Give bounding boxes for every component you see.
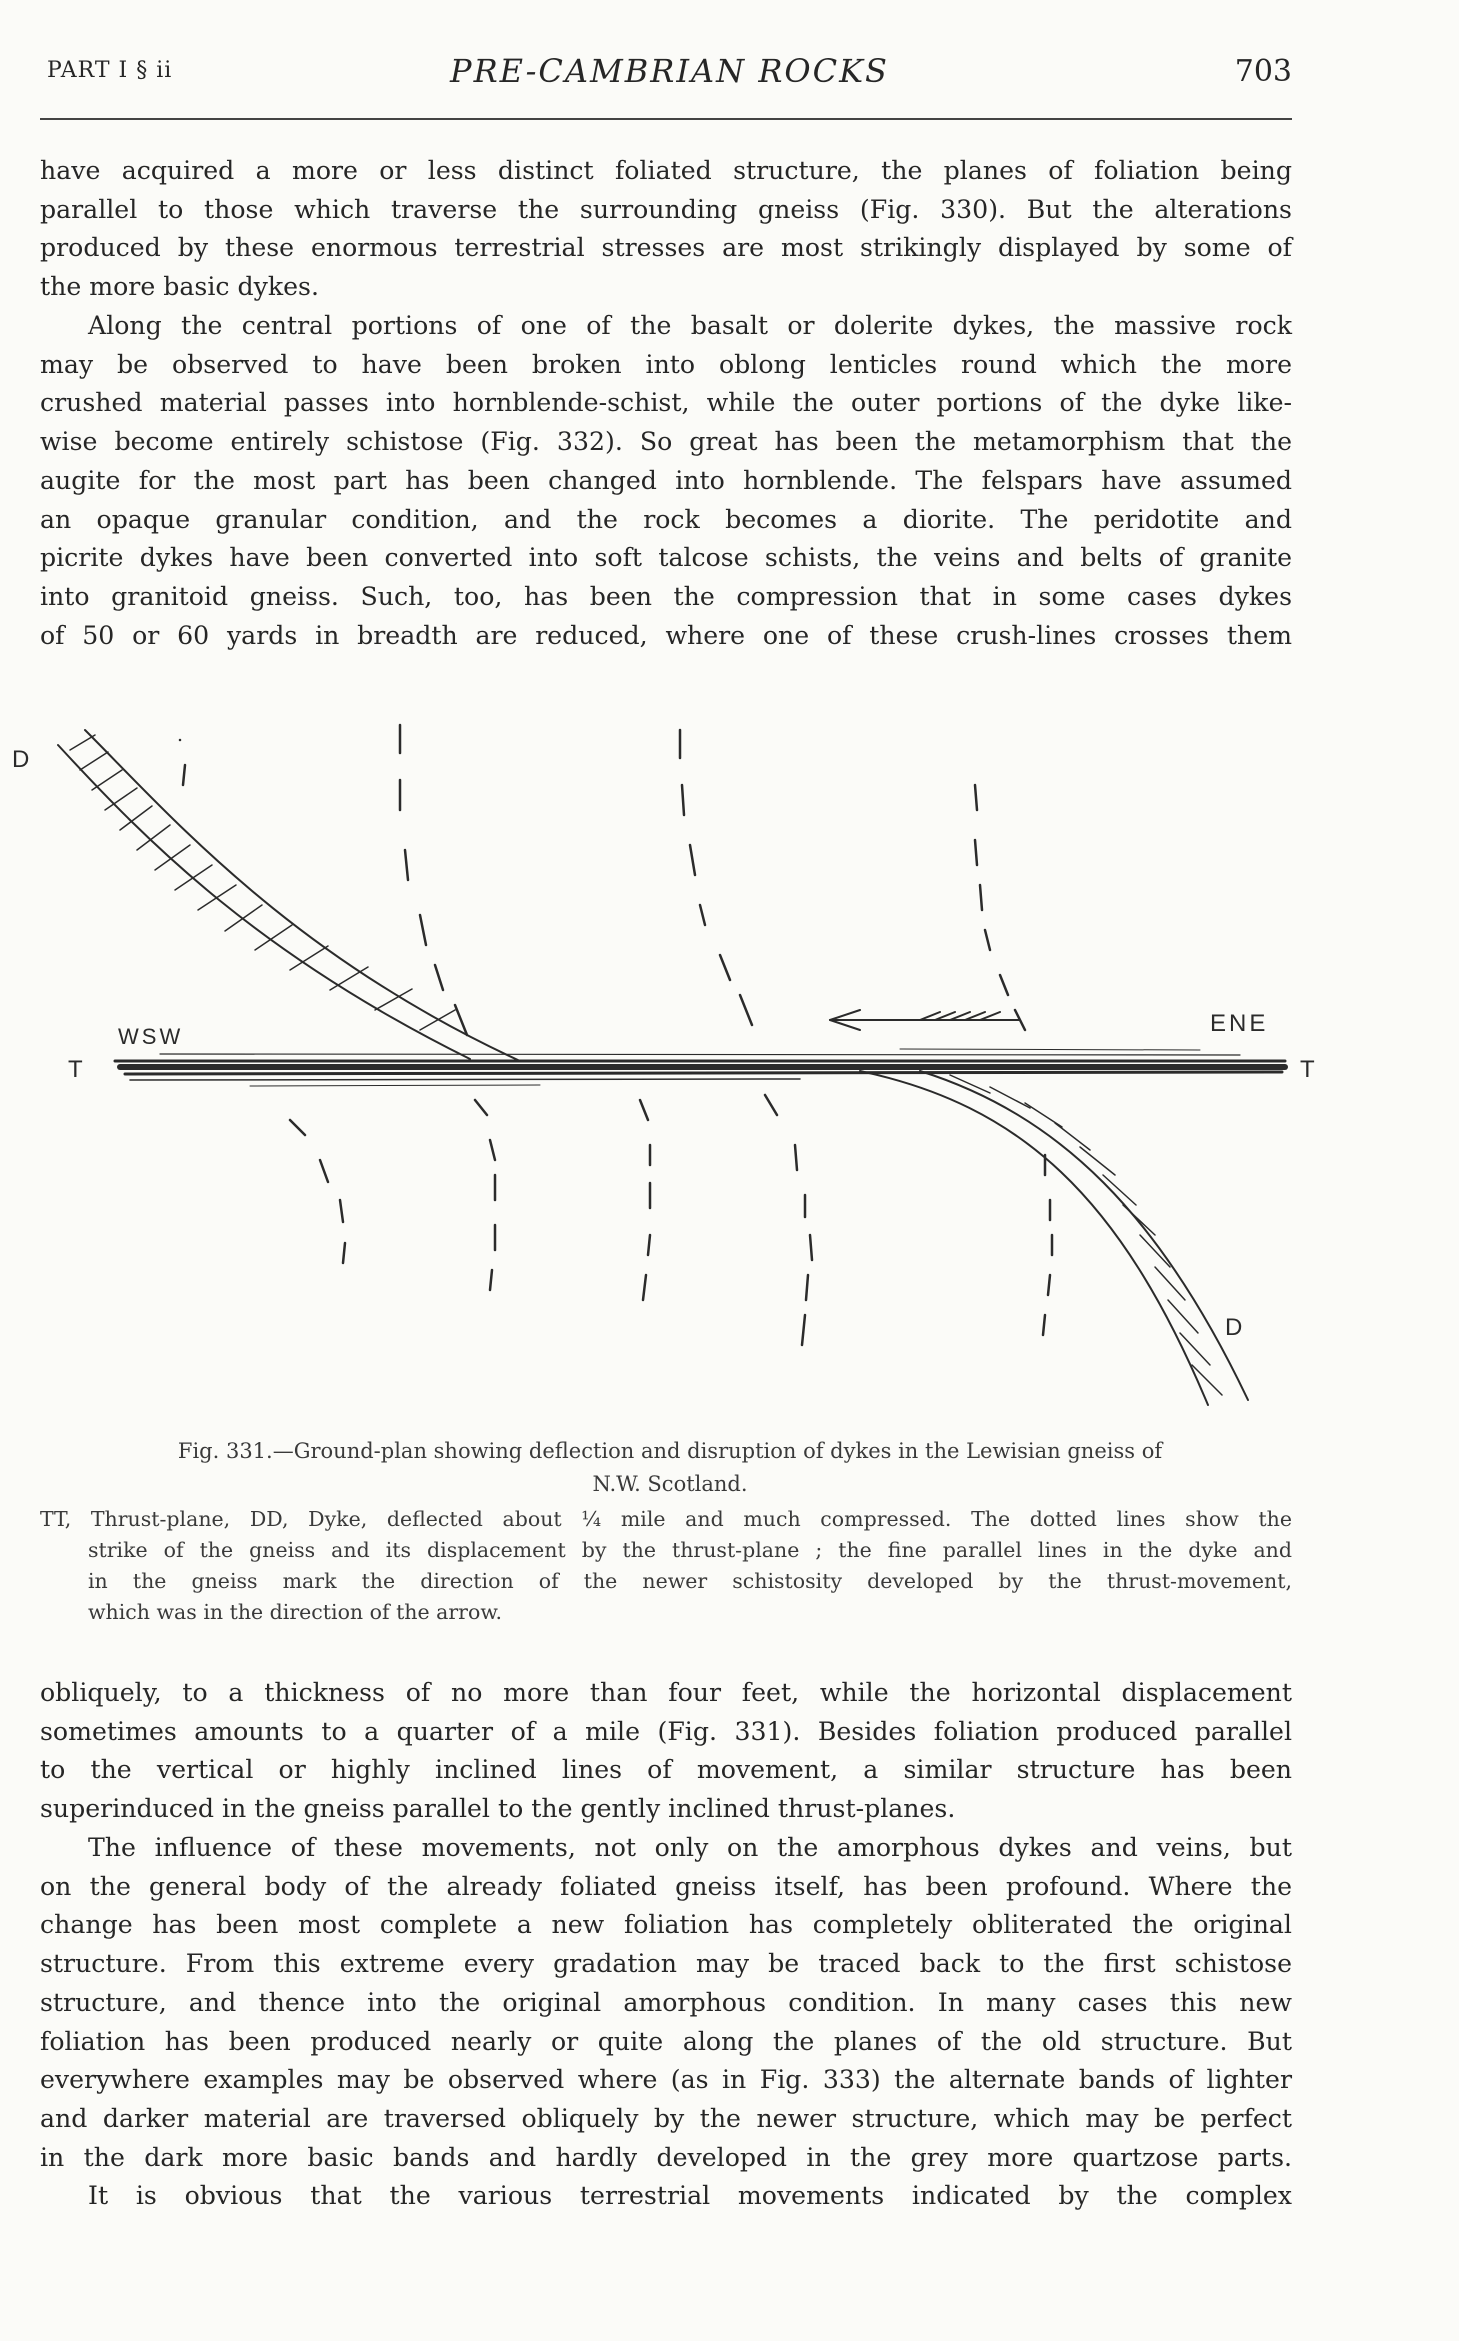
caption-line: in the gneiss mark the direction of the newer schistosity developed by the thrust-movement, <box>88 1569 1292 1593</box>
text-line: and darker material are traversed obliquely by the newer structure, which may be perfect <box>40 2103 1292 2133</box>
text-line: to the vertical or highly inclined lines of movement, a similar structure has been <box>40 1755 1292 1785</box>
text-line: It is obvious that the various terrestrial movements indicated by the complex <box>88 2181 1292 2210</box>
text-line: structure, and thence into the original amorphous condition. In many cases this new <box>40 1987 1292 2017</box>
text-line: structure. From this extreme every gradation may be traced back to the first schistose <box>40 1949 1292 1979</box>
running-title: PRE-CAMBRIAN ROCKS <box>450 52 889 90</box>
header-rule <box>40 118 1292 120</box>
caption-line: TT, Thrust-plane, DD, Dyke, deflected about ¼ mile and much compressed. The dotted lines show the <box>40 1507 1292 1531</box>
figure-331-dyke-diagram <box>0 675 1459 1425</box>
paragraph-5 <box>40 2177 1292 2216</box>
paragraph-4 <box>40 1829 1292 2177</box>
label-t-right: T <box>1300 1056 1315 1083</box>
caption-line: N.W. Scotland. <box>592 1472 748 1496</box>
paragraph-2 <box>40 307 1292 655</box>
text-line: of 50 or 60 yards in breadth are reduced, where one of these crush-lines crosses them <box>40 620 1292 650</box>
label-ene: ENE <box>1210 1010 1269 1037</box>
text-line: change has been most complete a new foliation has completely obliterated the original <box>40 1910 1292 1940</box>
caption-line: Fig. 331.—Ground-plan showing deflection and disruption of dykes in the Lewisian gneiss of <box>177 1439 1163 1463</box>
text-line: crushed material passes into hornblende-schist, while the outer portions of the dyke like- <box>40 388 1292 418</box>
dyke-upper-limb <box>58 730 520 1061</box>
movement-arrow <box>830 1010 1020 1030</box>
page-header <box>47 52 1292 102</box>
label-d-bottom: D <box>1225 1314 1243 1341</box>
text-line: obliquely, to a thickness of no more than four feet, while the horizontal displacement <box>40 1678 1292 1707</box>
label-d-top: D <box>12 746 30 773</box>
caption-line: strike of the gneiss and its displacement by the thrust-plane ; the fine parallel lines in the dyke and <box>88 1538 1292 1562</box>
text-line: The influence of these movements, not only on the amorphous dykes and veins, but <box>88 1833 1292 1862</box>
figure-caption-title <box>80 1435 1260 1501</box>
text-line: wise become entirely schistose (Fig. 332). So great has been the metamorphism that the <box>40 427 1292 457</box>
dyke-lower-limb <box>860 1071 1248 1405</box>
text-line: produced by these enormous terrestrial stresses are most strikingly displayed by some of <box>40 233 1292 263</box>
text-line: in the dark more basic bands and hardly developed in the grey more quartzose parts. <box>40 2142 1292 2172</box>
text-line: Along the central portions of one of the basalt or dolerite dykes, the massive rock <box>88 311 1292 340</box>
text-line: have acquired a more or less distinct foliated structure, the planes of foliation being <box>40 156 1292 185</box>
label-wsw: WSW <box>118 1024 184 1049</box>
paragraph-3 <box>40 1674 1292 1829</box>
text-line: augite for the most part has been changed into hornblende. The felspars have assumed <box>40 465 1292 495</box>
label-t-left: T <box>68 1056 83 1083</box>
text-line: everywhere examples may be observed where (as in Fig. 333) the alternate bands of lighter <box>40 2065 1292 2095</box>
figure-caption-body <box>40 1504 1292 1628</box>
gneiss-strike-lines <box>180 725 1052 1345</box>
text-line: an opaque granular condition, and the rock becomes a diorite. The peridotite and <box>40 504 1292 534</box>
text-line: may be observed to have been broken into oblong lenticles round which the more <box>40 349 1292 379</box>
text-line: on the general body of the already foliated gneiss itself, has been profound. Where the <box>40 1871 1292 1901</box>
text-line: sometimes amounts to a quarter of a mile (Fig. 331). Besides foliation produced parallel <box>40 1716 1292 1746</box>
section-reference: PART I § ii <box>47 58 173 83</box>
text-line: into granitoid gneiss. Such, too, has been the compression that in some cases dykes <box>40 581 1292 611</box>
text-line: picrite dykes have been converted into soft talcose schists, the veins and belts of granite <box>40 543 1292 573</box>
thrust-plane <box>115 1049 1285 1086</box>
text-line: parallel to those which traverse the surrounding gneiss (Fig. 330). But the alterations <box>40 194 1292 224</box>
text-line: foliation has been produced nearly or quite along the planes of the old structure. But <box>40 2026 1292 2056</box>
text-line: superinduced in the gneiss parallel to the gently inclined thrust-planes. <box>40 1794 956 1824</box>
text-line: the more basic dykes. <box>40 272 319 302</box>
page-number: 703 <box>1234 54 1292 89</box>
caption-line: which was in the direction of the arrow. <box>88 1600 502 1624</box>
paragraph-1 <box>40 152 1292 307</box>
